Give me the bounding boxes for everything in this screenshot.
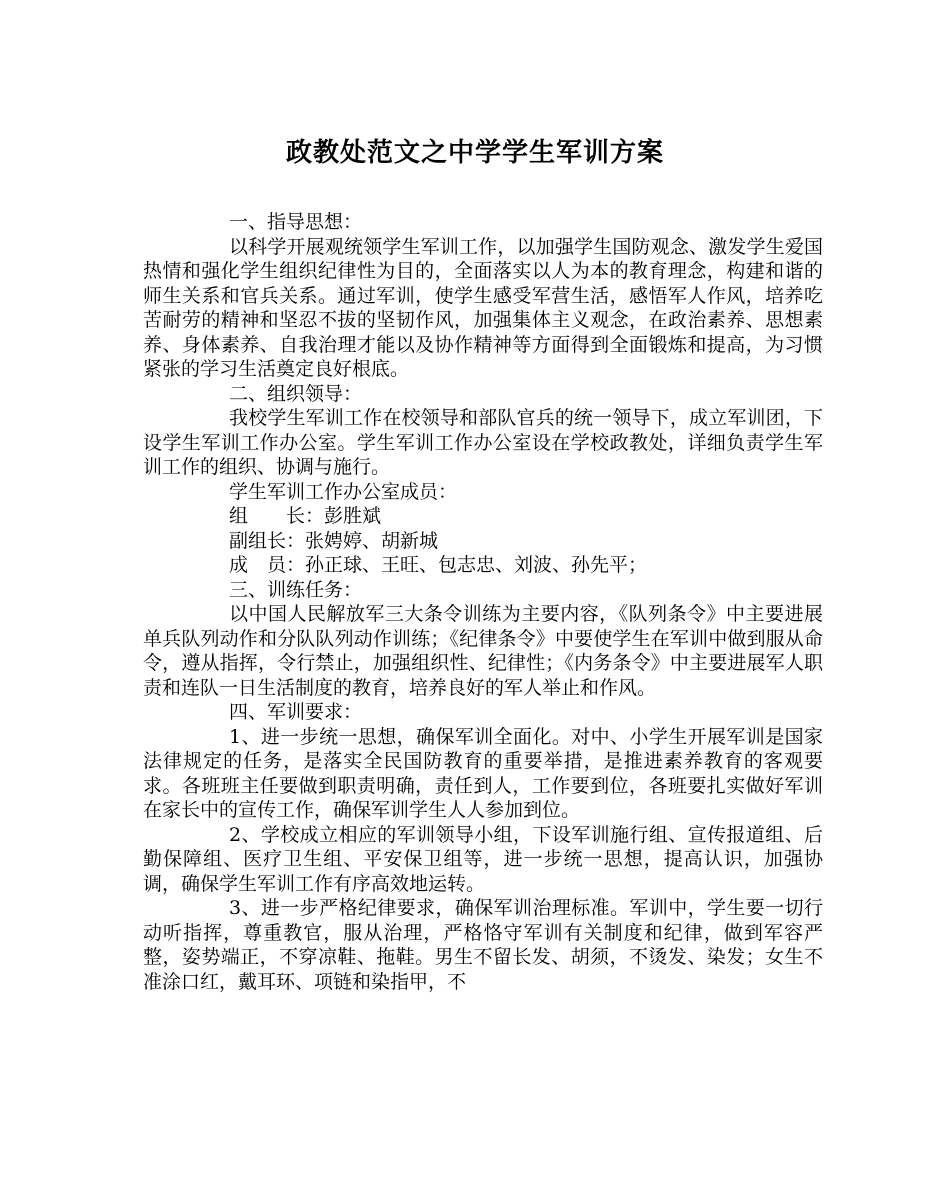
body-paragraph: 我校学生军训工作在校领导和部队官兵的统一领导下，成立军训团，下设学生军训工作办公室。学生军训工作办公室设在学校政教处，详细负责学生军训工作的组织、协调与施行。 — [143, 407, 823, 478]
section-heading: 四、军训要求： — [229, 701, 363, 723]
member-line: 副组长：张娉婷、胡新城 — [229, 529, 439, 552]
member-line: 成 员：孙正球、王旺、包志忠、刘波、孙先平； — [229, 554, 648, 576]
body-paragraph: 以中国人民解放军三大条令训练为主要内容，《队列条令》中主要进展单兵队列动作和分队队列动作训练；《纪律条令》中要使学生在军训中做到服从命令，遵从指挥，令行禁止，加强组织性、纪律性；《内务条令》中主要进展军人职责和连队一日生活制度的教育，培养良好的军人举止和作风。 — [143, 603, 823, 699]
body-paragraph: 3、进一步严格纪律要求，确保军训治理标准。军训中，学生要一切行动听指挥，尊重教官，服从治理，严格恪守军训有关制度和纪律，做到军容严整，姿势端正，不穿凉鞋、拖鞋。男生不留长发、胡须，不烫发、染发；女生不准涂口红，戴耳环、项链和染指甲，不 — [143, 897, 823, 993]
body-paragraph: 以科学开展观统领学生军训工作，以加强学生国防观念、激发学生爱国热情和强化学生组织纪律性为目的，全面落实以人为本的教育理念，构建和谐的师生关系和官兵关系。通过军训，使学生感受军营生活，感悟军人作风，培养吃苦耐劳的精神和坚忍不拔的坚韧作风，加强集体主义观念，在政治素养、思想素养、身体素养、自我治理才能以及协作精神等方面得到全面锻炼和提高，为习惯紧张的学习生活奠定良好根底。 — [143, 235, 823, 380]
section-heading: 一、指导思想： — [229, 211, 363, 233]
body-paragraph: 2、学校成立相应的军训领导小组，下设军训施行组、宣传报道组、后勤保障组、医疗卫生组、平安保卫组等，进一步统一思想，提高认识，加强协调，确保学生军训工作有序高效地运转。 — [143, 823, 823, 895]
document-title: 政教处范文之中学学生军训方案 — [285, 138, 664, 168]
body-paragraph: 1、进一步统一思想，确保军训全面化。对中、小学生开展军训是国家法律规定的任务，是落实全民国防教育的重要举措，是推进素养教育的客观要求。各班班主任要做到职责明确，责任到人，工作要到位，各班要扎实做好军训在家长中的宣传工作，确保军训学生人人参加到位。 — [143, 725, 823, 821]
document-body — [143, 210, 823, 994]
section-heading: 二、组织领导： — [229, 382, 363, 405]
member-line: 组 长：彭胜斌 — [229, 505, 382, 527]
section-heading: 三、训练任务： — [229, 578, 363, 601]
section-heading: 学生军训工作办公室成员： — [229, 480, 458, 503]
